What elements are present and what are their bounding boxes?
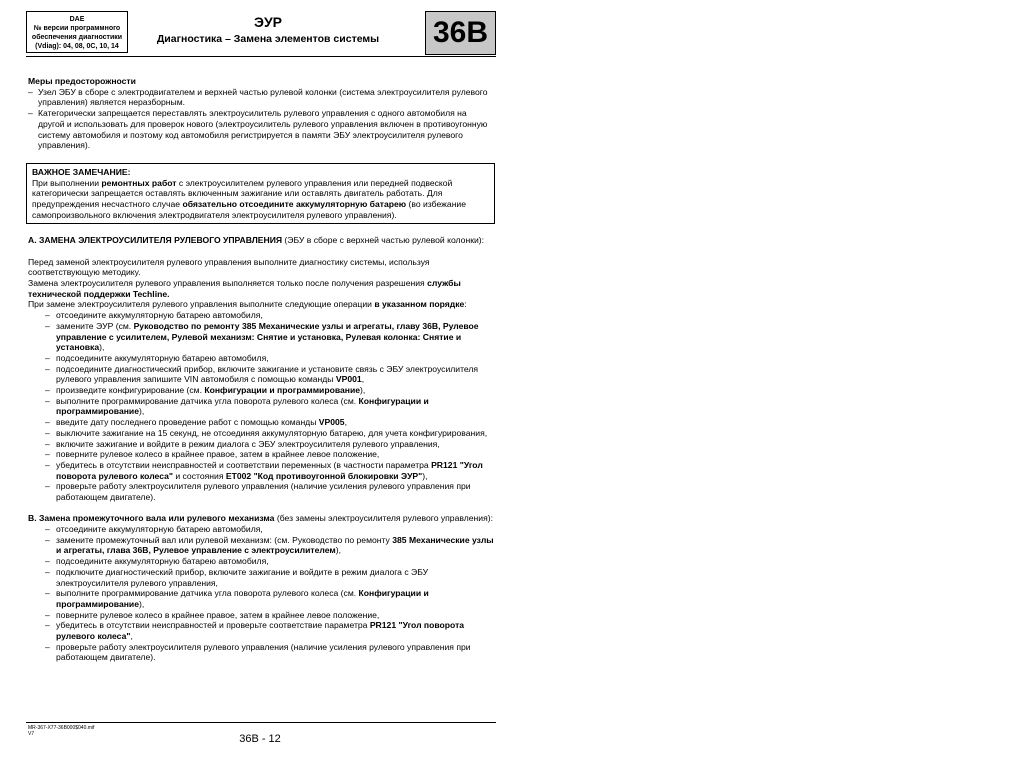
section-a-paragraph: Перед заменой электроусилителя рулевого управления выполните диагностику системы, используя соответствующую методику. [28,256,430,278]
important-note-box [26,163,495,225]
list-item: – произведите конфигурирование (см. Конфигурации и программирование), [28,385,495,396]
list-item: – убедитесь в отсутствии неисправностей и проверьте соответствие параметра PR121 "Угол поворота рулевого колеса", [28,620,495,641]
dae-version-box [26,11,128,53]
section-a-paragraph: Замена электроусилителя рулевого управления выполняется только после получения разрешения службы технической поддержки Techline. [28,278,461,299]
section-a-heading: A. ЗАМЕНА ЭЛЕКТРОУСИЛИТЕЛЯ РУЛЕВОГО УПРАВЛЕНИЯ (ЭБУ в сборе с верхней частью рулевой колонки): [28,235,484,246]
header-divider [26,56,496,57]
footer-file-info [28,725,94,737]
chapter-code-badge: 36B [425,11,496,55]
list-item: – включите зажигание и войдите в режим диалога с ЭБУ электроусилителя рулевого управления, [28,439,495,450]
precautions-list [28,87,495,151]
dae-line: (Vdiag): 04, 08, 0C, 10, 14 [35,43,119,50]
list-item: – проверьте работу электроусилителя рулевого управления (наличие усиления рулевого управления при работающем двигателе). [28,481,495,502]
list-item: – замените ЭУР (см. Руководство по ремонту 385 Механические узлы и агрегаты, главу 36B, Рулевое управление с усилителем, Рулевой механизм: Снятие и установка, Рулевая колонка: Снятие и установка), [28,321,495,353]
page-subtitle: Диагностика – Замена элементов системы [156,33,380,45]
list-item: – проверьте работу электроусилителя рулевого управления (наличие усиления рулевого управления при работающем двигателе). [28,642,495,663]
list-item: – отсоедините аккумуляторную батарею автомобиля, [28,310,495,321]
list-item: – отсоедините аккумуляторную батарею автомобиля, [28,524,495,535]
list-item: – выключите зажигание на 15 секунд, не отсоединяя аккумуляторную батарею, для учета конфигурирования, [28,428,495,439]
list-item: – подсоедините аккумуляторную батарею автомобиля, [28,556,495,567]
list-item: – выполните программирование датчика угла поворота рулевого колеса (см. Конфигурации и программирование), [28,396,495,417]
list-item: – подсоедините диагностический прибор, включите зажигание и установите связь с ЭБУ электроусилителя рулевого управления запишите VIN автомобиля с помощью команды VP001, [28,364,495,385]
footer-file-name: MR-367-X77-36B000$040.mif [28,725,95,731]
list-item: – Категорически запрещается переставлять электроусилитель рулевого управления с одного автомобиля на другой и использовать для проверок нового (электроусилитель рулевого управления включен в противоугонную систему автомобиля и поэтому код автомобиля регистрируется в памяти ЭБУ электроусилителя рулевого управления). [28,108,495,151]
list-item: – подключите диагностический прибор, включите зажигание и войдите в режим диалога с ЭБУ электроусилителя рулевого управления, [28,567,495,588]
important-note-text: При выполнении ремонтных работ с электроусилителем рулевого управления или передней подвеской категорически запрещается оставлять включенным зажигание или оставлять двигатель работать. Для предупреждения несчастного случае обязательно отсоедините аккумуляторную батарею (во избежание самопроизвольного включения электродвигателя электроусилителя рулевого управления). [32,177,467,220]
section-b-heading: B. Замена промежуточного вала или рулевого механизма (без замены электроусилителя рулевого управления): [28,513,493,524]
precautions-heading: Меры предосторожности [28,76,136,86]
section-a-steps [28,310,495,503]
page-title: ЭУР [253,14,282,30]
list-item: – введите дату последнего проведение работ с помощью команды VP005, [28,417,495,428]
list-item: – поверните рулевое колесо в крайнее правое, затем в крайнее левое положение, [28,610,495,621]
dae-line: № версии программного [33,25,121,32]
list-item: – Узел ЭБУ в сборе с электродвигателем и верхней частью рулевой колонки (система электроусилителя рулевого управления) является неразборным. [28,87,495,108]
dae-line: DAE [69,16,85,23]
list-item: – замените промежуточный вал или рулевой механизм: (см. Руководство по ремонту 385 Механические узлы и агрегаты, глава 36B, Рулевое управление с электроусилителем), [28,535,495,556]
list-item: – убедитесь в отсутствии неисправностей и соответствии переменных (в частности параметра PR121 "Угол поворота рулевого колеса" и состояния ET002 "Код противоугонной блокировки ЭУР"), [28,460,495,481]
page-content [28,76,495,663]
important-note-heading: ВАЖНОЕ ЗАМЕЧАНИЕ: [32,166,131,177]
list-item: – выполните программирование датчика угла поворота рулевого колеса (см. Конфигурации и программирование), [28,588,495,609]
page-number: 36B - 12 [239,733,281,745]
list-item: – подсоедините аккумуляторную батарею автомобиля, [28,353,495,364]
dae-line: обеспечения диагностики [31,34,123,41]
section-b-steps [28,524,495,663]
footer-version: V7 [28,731,35,737]
footer-divider [26,722,496,723]
section-a-paragraph: При замене электроусилителя рулевого управления выполните следующие операции в указанном порядке: [28,299,467,310]
list-item: – поверните рулевое колесо в крайнее правое, затем в крайнее левое положение, [28,449,495,460]
